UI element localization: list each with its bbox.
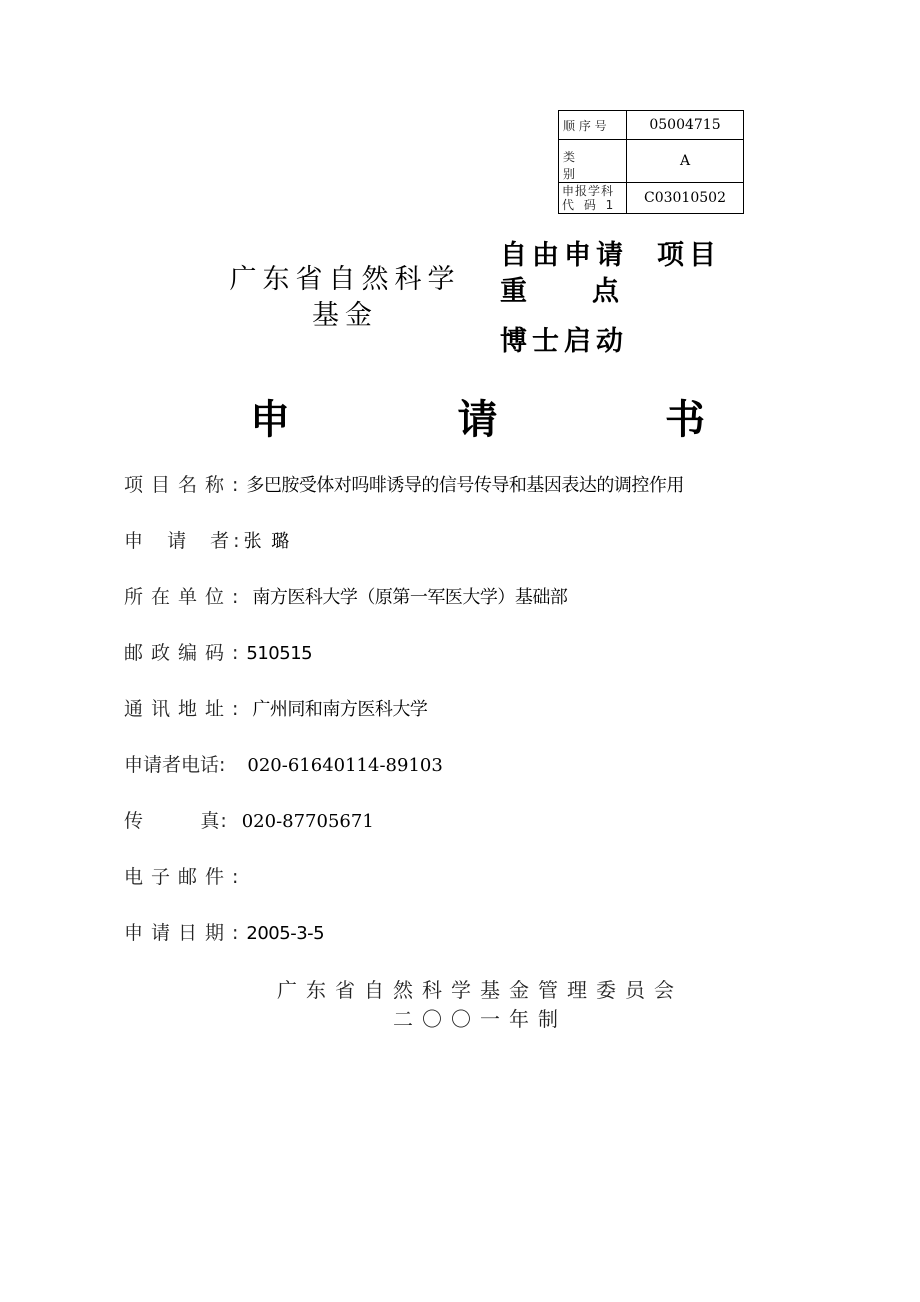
field-value: 广州同和南方医科大学: [252, 699, 428, 720]
footer-organization: 广东省自然科学基金管理委员会: [277, 978, 683, 1002]
field-application-date: [124, 918, 324, 945]
field-label: 项目名称:: [124, 474, 247, 496]
category-key-point: 点: [592, 276, 624, 307]
field-label: 所在单位:: [124, 586, 247, 608]
field-value: 多巴胺受体对吗啡诱导的信号传导和基因表达的调控作用: [246, 475, 684, 496]
field-label: 邮政编码:: [124, 642, 247, 664]
fund-name: [225, 262, 465, 334]
footer-year: 二〇〇一年制: [393, 1007, 567, 1031]
category-project: 项目: [657, 240, 721, 271]
field-value: 张 璐: [243, 531, 292, 552]
category-free-application: 自由申请: [500, 240, 628, 271]
field-applicant: [124, 526, 291, 553]
field-label: 电子邮件:: [124, 866, 247, 888]
field-value: 020-61640114-89103: [247, 755, 443, 776]
field-institution: [124, 582, 567, 609]
title-char-3: 书: [665, 397, 705, 443]
subject-code-label-line1: 申报学科: [562, 184, 615, 198]
serial-number-label: [559, 111, 627, 140]
field-label: 传 真:: [124, 810, 228, 832]
info-table: [558, 110, 744, 214]
field-email: [124, 862, 246, 889]
title-char-1: 申: [250, 397, 290, 443]
category-doctoral-start: 博士启动: [500, 326, 628, 357]
fund-name-line2: 基金: [312, 300, 378, 331]
field-address: [124, 694, 427, 721]
category-key: 重: [500, 276, 532, 307]
field-value: 020-87705671: [241, 811, 374, 832]
field-value: 510515: [246, 643, 313, 664]
field-fax: [124, 806, 374, 833]
field-value: 2005-3-5: [246, 923, 325, 944]
subject-code-value: C03010502: [627, 183, 744, 214]
field-label: 申请者电话:: [124, 754, 226, 776]
subject-code-label-line2: 代 码 1: [562, 198, 617, 212]
field-phone: [124, 750, 443, 777]
fund-name-line1: 广东省自然科学: [229, 264, 461, 295]
field-label: 申 请 者:: [124, 530, 244, 552]
field-label: 通讯地址:: [124, 698, 247, 720]
field-value: 南方医科大学（原第一军医大学）基础部: [252, 587, 568, 608]
title-char-2: 请: [457, 397, 498, 443]
category-label: [559, 140, 627, 183]
category-label-text: 类 别: [563, 150, 596, 181]
field-project-name: [124, 470, 684, 497]
field-label: 申请日期:: [124, 922, 247, 944]
page-title: [250, 388, 705, 445]
category-value: A: [627, 140, 744, 183]
field-postal-code: [124, 638, 312, 665]
subject-code-label: [559, 183, 627, 214]
serial-number-label-text: 顺 序 号: [563, 118, 607, 133]
serial-number-value: 05004715: [627, 111, 744, 140]
